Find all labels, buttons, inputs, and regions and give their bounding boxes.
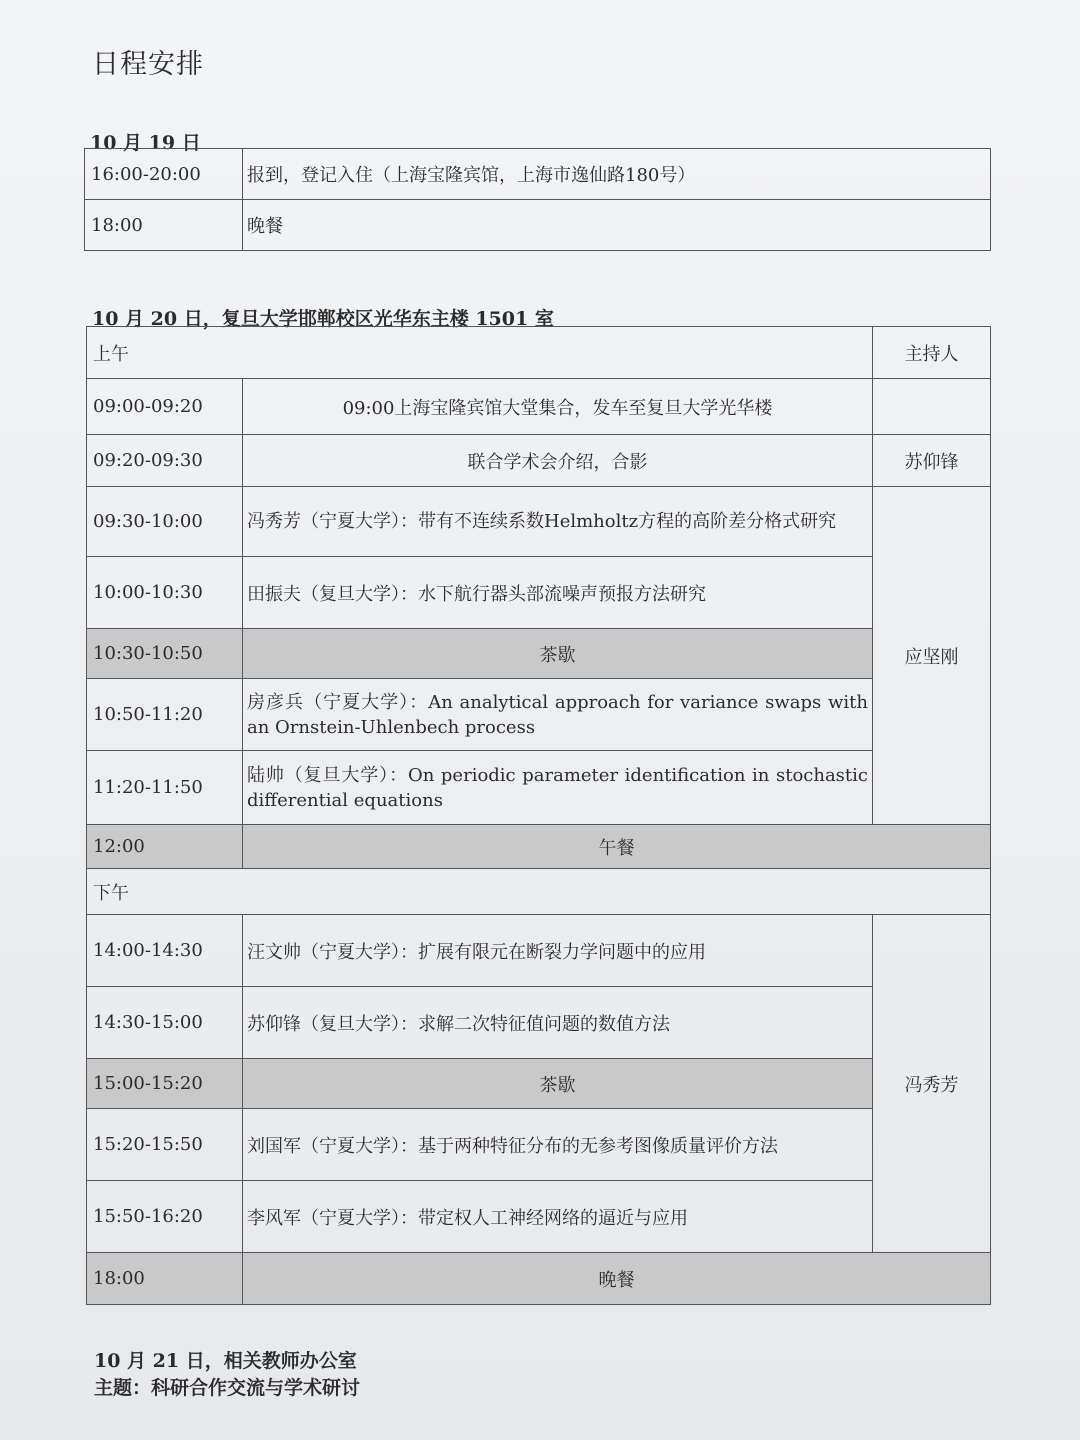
event-cell: 茶歇 (243, 1059, 873, 1109)
table-row (87, 557, 991, 629)
time-cell: 12:00 (87, 825, 243, 869)
event-cell: 晚餐 (243, 200, 991, 251)
host-cell (873, 379, 991, 435)
event-cell: 田振夫（复旦大学）：水下航行器头部流噪声预报方法研究 (243, 557, 873, 629)
time-cell: 15:50-16:20 (87, 1181, 243, 1253)
time-cell: 11:20-11:50 (87, 751, 243, 825)
time-cell: 18:00 (87, 1253, 243, 1305)
day1-heading: 10 月 19 日 (90, 132, 201, 154)
event-cell: 茶歇 (243, 629, 873, 679)
day3-theme: 主题：科研合作交流与学术研讨 (94, 1377, 361, 1399)
table-row (85, 149, 991, 200)
event-cell: 午餐 (243, 825, 991, 869)
event-cell: 联合学术会介绍，合影 (243, 435, 873, 487)
table-row (85, 200, 991, 251)
host-cell: 应坚刚 (873, 487, 991, 825)
session-header-row (87, 327, 991, 379)
day2-heading: 10 月 20 日，复旦大学邯郸校区光华东主楼 1501 室 (92, 308, 554, 330)
table-row (87, 1253, 991, 1305)
table-row (87, 1059, 991, 1109)
page-title: 日程安排 (92, 49, 204, 80)
event-cell: 09:00上海宝隆宾馆大堂集合，发车至复旦大学光华楼 (243, 379, 873, 435)
table-row (87, 379, 991, 435)
table-row (87, 487, 991, 557)
day2-schedule-table (86, 326, 991, 1305)
time-cell: 10:00-10:30 (87, 557, 243, 629)
table-row (87, 679, 991, 751)
time-cell: 09:20-09:30 (87, 435, 243, 487)
table-row (87, 825, 991, 869)
host-cell: 苏仰锋 (873, 435, 991, 487)
event-cell: 苏仰锋（复旦大学）：求解二次特征值问题的数值方法 (243, 987, 873, 1059)
day3-block (94, 1348, 360, 1402)
table-row (87, 987, 991, 1059)
event-cell: 冯秀芳（宁夏大学）：带有不连续系数Helmholtz方程的高阶差分格式研究 (243, 487, 873, 557)
time-cell: 16:00-20:00 (85, 149, 243, 200)
host-cell: 冯秀芳 (873, 915, 991, 1253)
event-cell: 晚餐 (243, 1253, 991, 1305)
event-cell: 陆帅（复旦大学）：On periodic parameter identification in stochastic differential equations (243, 751, 873, 825)
table-row (87, 1109, 991, 1181)
table-row (87, 1181, 991, 1253)
day3-heading: 10 月 21 日，相关教师办公室 (94, 1350, 357, 1372)
time-cell: 18:00 (85, 200, 243, 251)
time-cell: 14:00-14:30 (87, 915, 243, 987)
table-row (87, 629, 991, 679)
time-cell: 14:30-15:00 (87, 987, 243, 1059)
event-cell: 刘国军（宁夏大学）：基于两种特征分布的无参考图像质量评价方法 (243, 1109, 873, 1181)
day1-schedule-table (84, 148, 991, 251)
table-row (87, 915, 991, 987)
time-cell: 09:30-10:00 (87, 487, 243, 557)
host-header: 主持人 (873, 327, 991, 379)
time-cell: 15:00-15:20 (87, 1059, 243, 1109)
event-cell: 李风军（宁夏大学）：带定权人工神经网络的逼近与应用 (243, 1181, 873, 1253)
time-cell: 15:20-15:50 (87, 1109, 243, 1181)
morning-label: 上午 (87, 327, 873, 379)
afternoon-label: 下午 (87, 869, 991, 915)
time-cell: 10:30-10:50 (87, 629, 243, 679)
table-row (87, 435, 991, 487)
time-cell: 09:00-09:20 (87, 379, 243, 435)
event-cell: 汪文帅（宁夏大学）：扩展有限元在断裂力学问题中的应用 (243, 915, 873, 987)
table-row (87, 751, 991, 825)
event-cell: 报到，登记入住（上海宝隆宾馆，上海市逸仙路180号） (243, 149, 991, 200)
event-cell: 房彦兵（宁夏大学）：An analytical approach for variance swaps with an Ornstein-Uhlenbech process (243, 679, 873, 751)
time-cell: 10:50-11:20 (87, 679, 243, 751)
session-header-row (87, 869, 991, 915)
